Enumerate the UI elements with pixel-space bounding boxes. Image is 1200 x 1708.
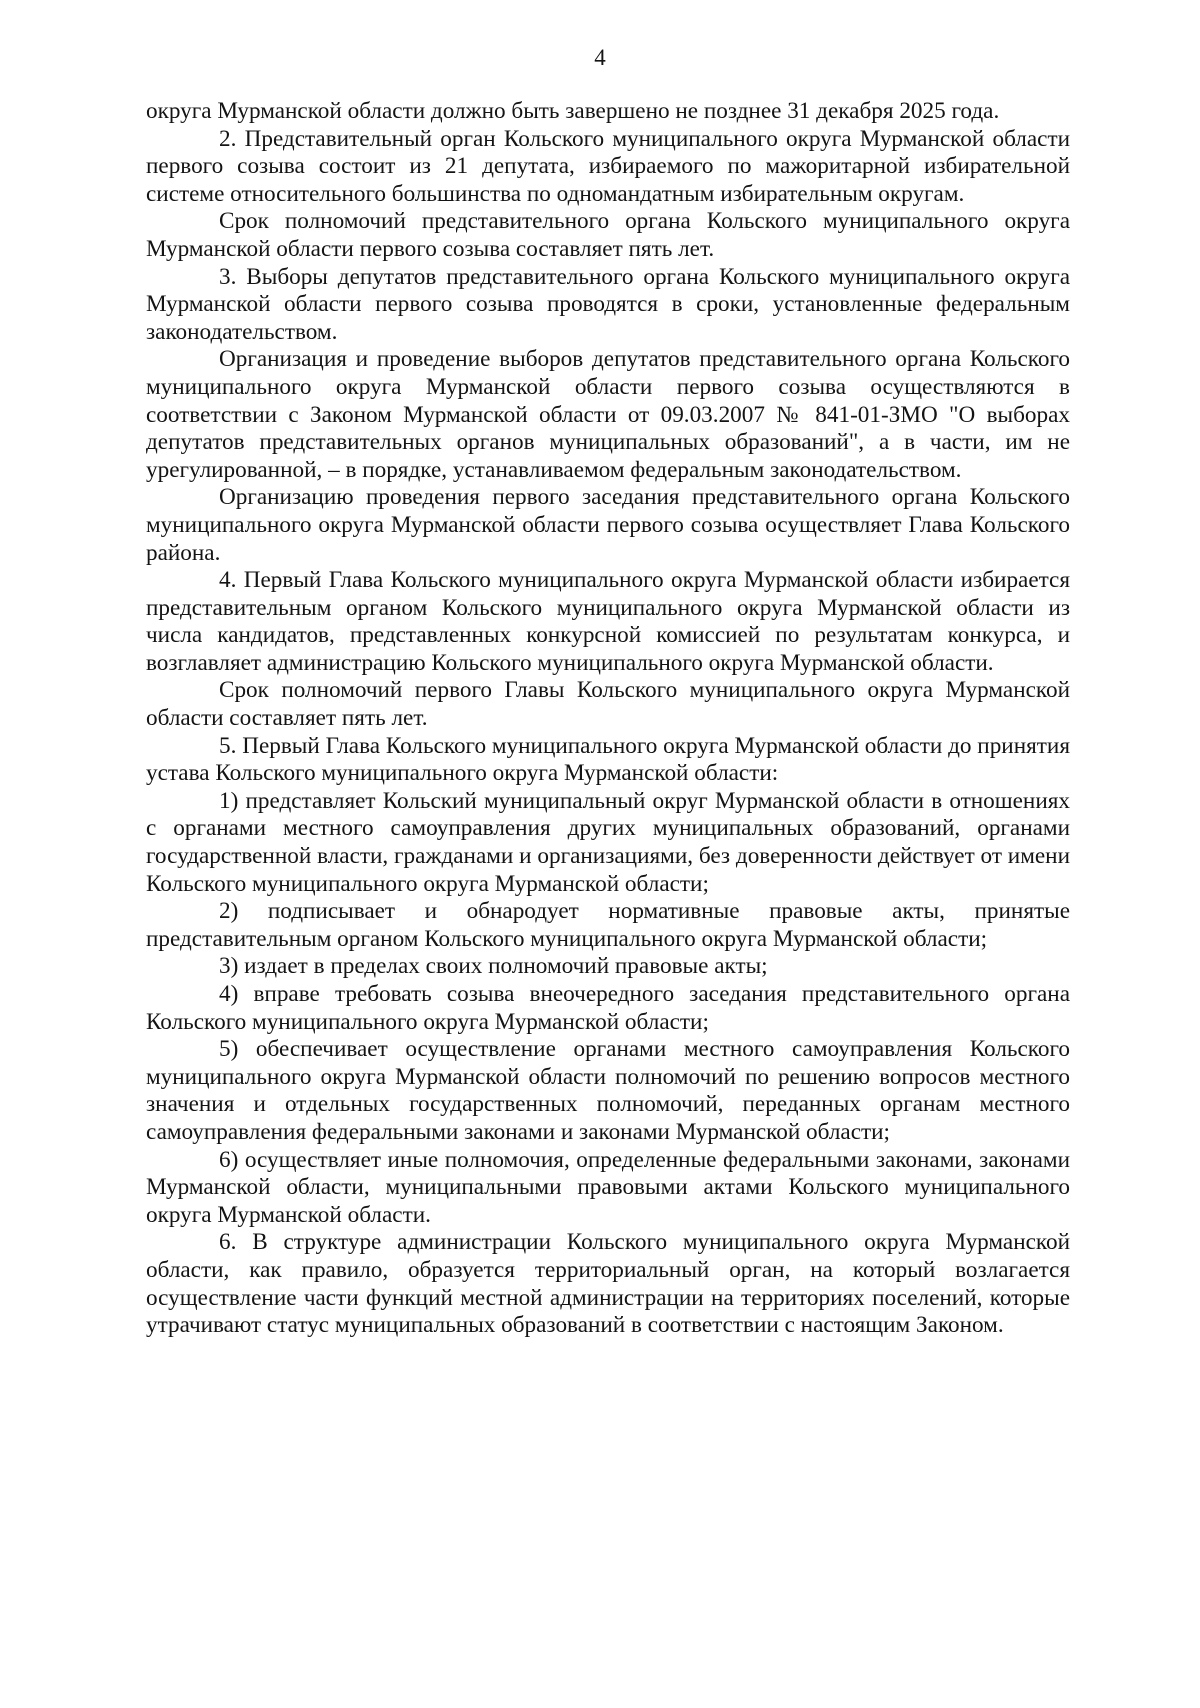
list-item-5: 5) обеспечивает осуществление органами местного самоуправления Кольского муниципального округа Мурманской области полномочий по решению вопросов местного значения и отдельных государственных полномочий, переданных органам местного самоуправления федеральными законами и законами Мурманской области; (146, 1036, 1070, 1145)
paragraph-first-session: Организацию проведения первого заседания представительного органа Кольского муниципального округа Мурманской области первого созыва осуществляет Глава Кольского района. (146, 484, 1070, 566)
list-item-1: 1) представляет Кольский муниципальный округ Мурманской области в отношениях с органами местного самоуправления других муниципальных образований, органами государственной власти, гражданами и организациями, без доверенности действует от имени Кольского муниципального округа Мурманской области; (146, 787, 1070, 897)
paragraph-item-6: 6. В структуре администрации Кольского муниципального округа Мурманской области, как правило, образуется территориальный орган, на который возлагается осуществление части функций местной администрации на территориях поселений, которые утрачивают статус муниципальных образований в соответствии с настоящим Законом. (146, 1229, 1070, 1339)
page-number: 4 (594, 45, 606, 70)
paragraph-item-4: 4. Первый Глава Кольского муниципального округа Мурманской области избирается представительным органом Кольского муниципального округа Мурманской области из числа кандидатов, представленных конкурсной комиссией по результатам конкурса, и возглавляет администрацию Кольского муниципального округа Мурманской области. (146, 567, 1070, 676)
paragraph-item-3: 3. Выборы депутатов представительного органа Кольского муниципального округа Мурманской области первого созыва проводятся в сроки, установленные федеральным законодательством. (146, 263, 1070, 345)
paragraph-item-5: 5. Первый Глава Кольского муниципального округа Мурманской области до принятия устава Кольского муниципального округа Мурманской области: (146, 732, 1070, 787)
paragraph-item-2: 2. Представительный орган Кольского муниципального округа Мурманской области первого созыва состоит из 21 депутата, избираемого по мажоритарной избирательной системе относительного большинства по одномандатным избирательным округам. (146, 125, 1070, 207)
paragraph-head-term: Срок полномочий первого Главы Кольского муниципального округа Мурманской области составляет пять лет. (146, 677, 1070, 732)
list-item-3: 3) издает в пределах своих полномочий правовые акты; (219, 953, 768, 980)
paragraph-term-of-office: Срок полномочий представительного органа Кольского муниципального округа Мурманской области первого созыва составляет пять лет. (146, 208, 1070, 262)
document-body (146, 98, 1070, 1340)
paragraph-continuation: округа Мурманской области должно быть завершено не позднее 31 декабря 2025 года. (146, 98, 1000, 124)
list-item-2: 2) подписывает и обнародует нормативные правовые акты, принятые представительным органом Кольского муниципального округа Мурманской области; (146, 898, 1070, 952)
list-item-4: 4) вправе требовать созыва внеочередного заседания представительного органа Кольского муниципального округа Мурманской области; (146, 981, 1070, 1035)
paragraph-election-organization: Организация и проведение выборов депутатов представительного органа Кольского муниципального округа Мурманской области первого созыва осуществляются в соответствии с Законом Мурманской области от 09.03.2007 № 841-01-ЗМО "О выборах депутатов представительных органов муниципальных образований", а в части, им не урегулированной, – в порядке, устанавливаемом федеральным законодательством. (146, 346, 1070, 483)
list-item-6: 6) осуществляет иные полномочия, определенные федеральными законами, законами Мурманской области, муниципальными правовыми актами Кольского муниципального округа Мурманской области. (146, 1146, 1070, 1228)
